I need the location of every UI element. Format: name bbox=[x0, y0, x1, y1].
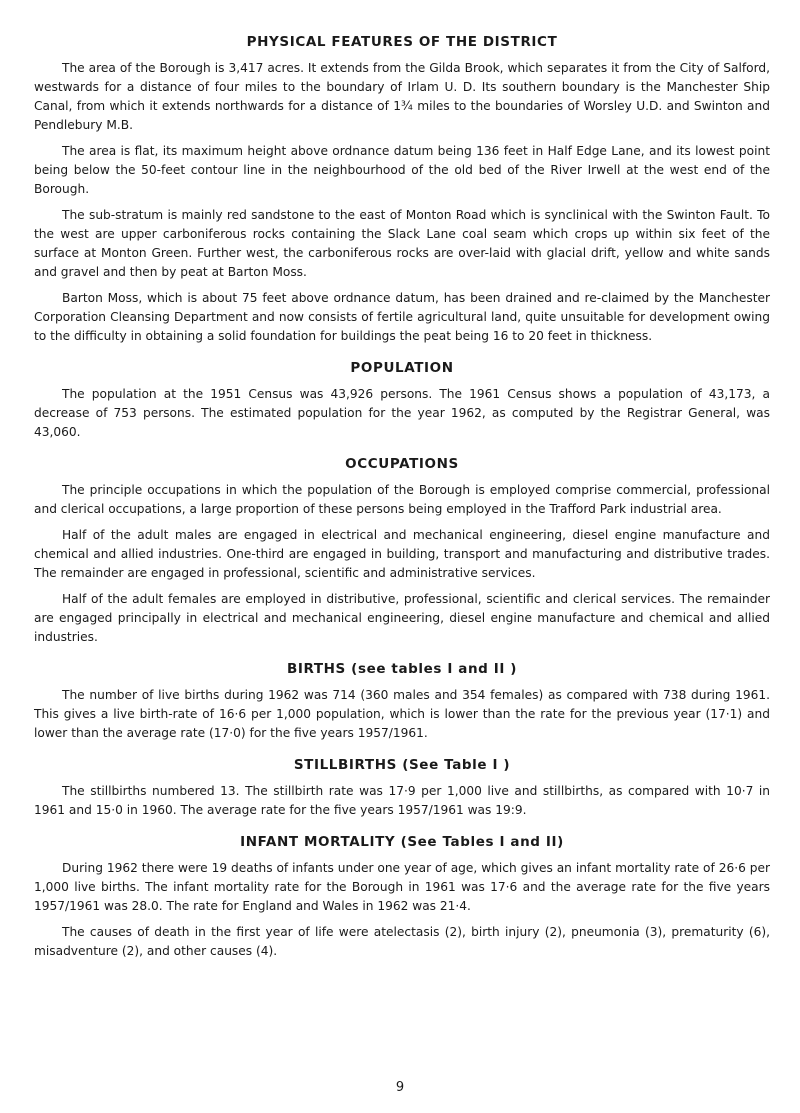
paragraph: The population at the 1951 Census was 43,926 persons. The 1961 Census shows a population of 43,173, a decrease of 753 persons. The estimated population for the year 1962, as computed by the Registrar General, was 43,060. bbox=[34, 387, 770, 439]
paragraph: The number of live births during 1962 was 714 (360 males and 354 females) as compared with 738 during 1961. This gives a live birth-rate of 16·6 per 1,000 population, which is lower than the rate for the previous year (17·1) and lower than the average rate (17·0) for the five years 1957/1961. bbox=[34, 688, 770, 740]
section-heading: INFANT MORTALITY (See Tables I and II) bbox=[240, 834, 564, 850]
paragraph: Barton Moss, which is about 75 feet above ordnance datum, has been drained and re-claimed by the Manchester Corporation Cleansing Department and now consists of fertile agricultural land, quite unsuitable for development owing to the difficulty in obtaining a solid foundation for buildings the peat being 16 to 20 feet in thickness. bbox=[34, 291, 770, 343]
section-infant-mortality bbox=[34, 834, 770, 961]
paragraph: The principle occupations in which the population of the Borough is employed comprise commercial, professional and clerical occupations, a large proportion of these persons being employed in the Trafford Park industrial area. bbox=[34, 483, 770, 516]
section-stillbirths bbox=[34, 757, 770, 820]
section-physical-features bbox=[34, 34, 770, 346]
paragraph: The area is flat, its maximum height above ordnance datum being 136 feet in Half Edge Lane, and its lowest point being below the 50-feet contour line in the neighbourhood of the old bed of the River Irwell at the west end of the Borough. bbox=[34, 144, 770, 196]
section-heading: STILLBIRTHS (See Table I ) bbox=[293, 757, 511, 773]
paragraph: Half of the adult females are employed in distributive, professional, scientific and clerical services. The remainder are engaged principally in electrical and mechanical engineering, diesel engine manufacture and chemical and allied industries. bbox=[34, 592, 770, 644]
paragraph: The stillbirths numbered 13. The stillbirth rate was 17·9 per 1,000 live and stillbirths, as compared with 10·7 in 1961 and 15·0 in 1960. The average rate for the five years 1957/1961 was 19:9. bbox=[34, 784, 770, 817]
document-page bbox=[34, 34, 770, 961]
section-heading: POPULATION bbox=[350, 360, 454, 376]
paragraph: The sub-stratum is mainly red sandstone to the east of Monton Road which is synclinical with the Swinton Fault. To the west are upper carboniferous rocks containing the Slack Lane coal seam which crops up within six feet of the surface at Monton Green. Further west, the carboniferous rocks are over-laid with glacial drift, yellow and white sands and gravel and then by peat at Barton Moss. bbox=[34, 208, 770, 279]
section-heading: PHYSICAL FEATURES OF THE DISTRICT bbox=[246, 34, 558, 50]
paragraph: The area of the Borough is 3,417 acres. It extends from the Gilda Brook, which separates it from the City of Salford, westwards for a distance of four miles to the boundary of Irlam U. D. Its southern boundary is the Manchester Ship Canal, from which it extends northwards for a distance of 1¾ miles to the boundaries of Worsley U.D. and Swinton and Pendlebury M.B. bbox=[34, 61, 770, 132]
section-population bbox=[34, 360, 770, 442]
section-occupations bbox=[34, 456, 770, 647]
paragraph: Half of the adult males are engaged in electrical and mechanical engineering, diesel engine manufacture and chemical and allied industries. One-third are engaged in building, transport and manufacturing and distributive trades. The remainder are engaged in professional, scientific and administrative services. bbox=[34, 528, 770, 580]
paragraph: The causes of death in the first year of life were atelectasis (2), birth injury (2), pneumonia (3), prematurity (6), misadventure (2), and other causes (4). bbox=[34, 925, 770, 958]
section-births bbox=[34, 661, 770, 743]
page-number: 9 bbox=[395, 1080, 405, 1095]
section-heading: OCCUPATIONS bbox=[345, 456, 459, 472]
paragraph: During 1962 there were 19 deaths of infants under one year of age, which gives an infant mortality rate of 26·6 per 1,000 live births. The infant mortality rate for the Borough in 1961 was 17·6 and the average rate for the five years 1957/1961 was 28.0. The rate for England and Wales in 1962 was 21·4. bbox=[34, 861, 770, 913]
section-heading: BIRTHS (see tables I and II ) bbox=[286, 661, 518, 677]
